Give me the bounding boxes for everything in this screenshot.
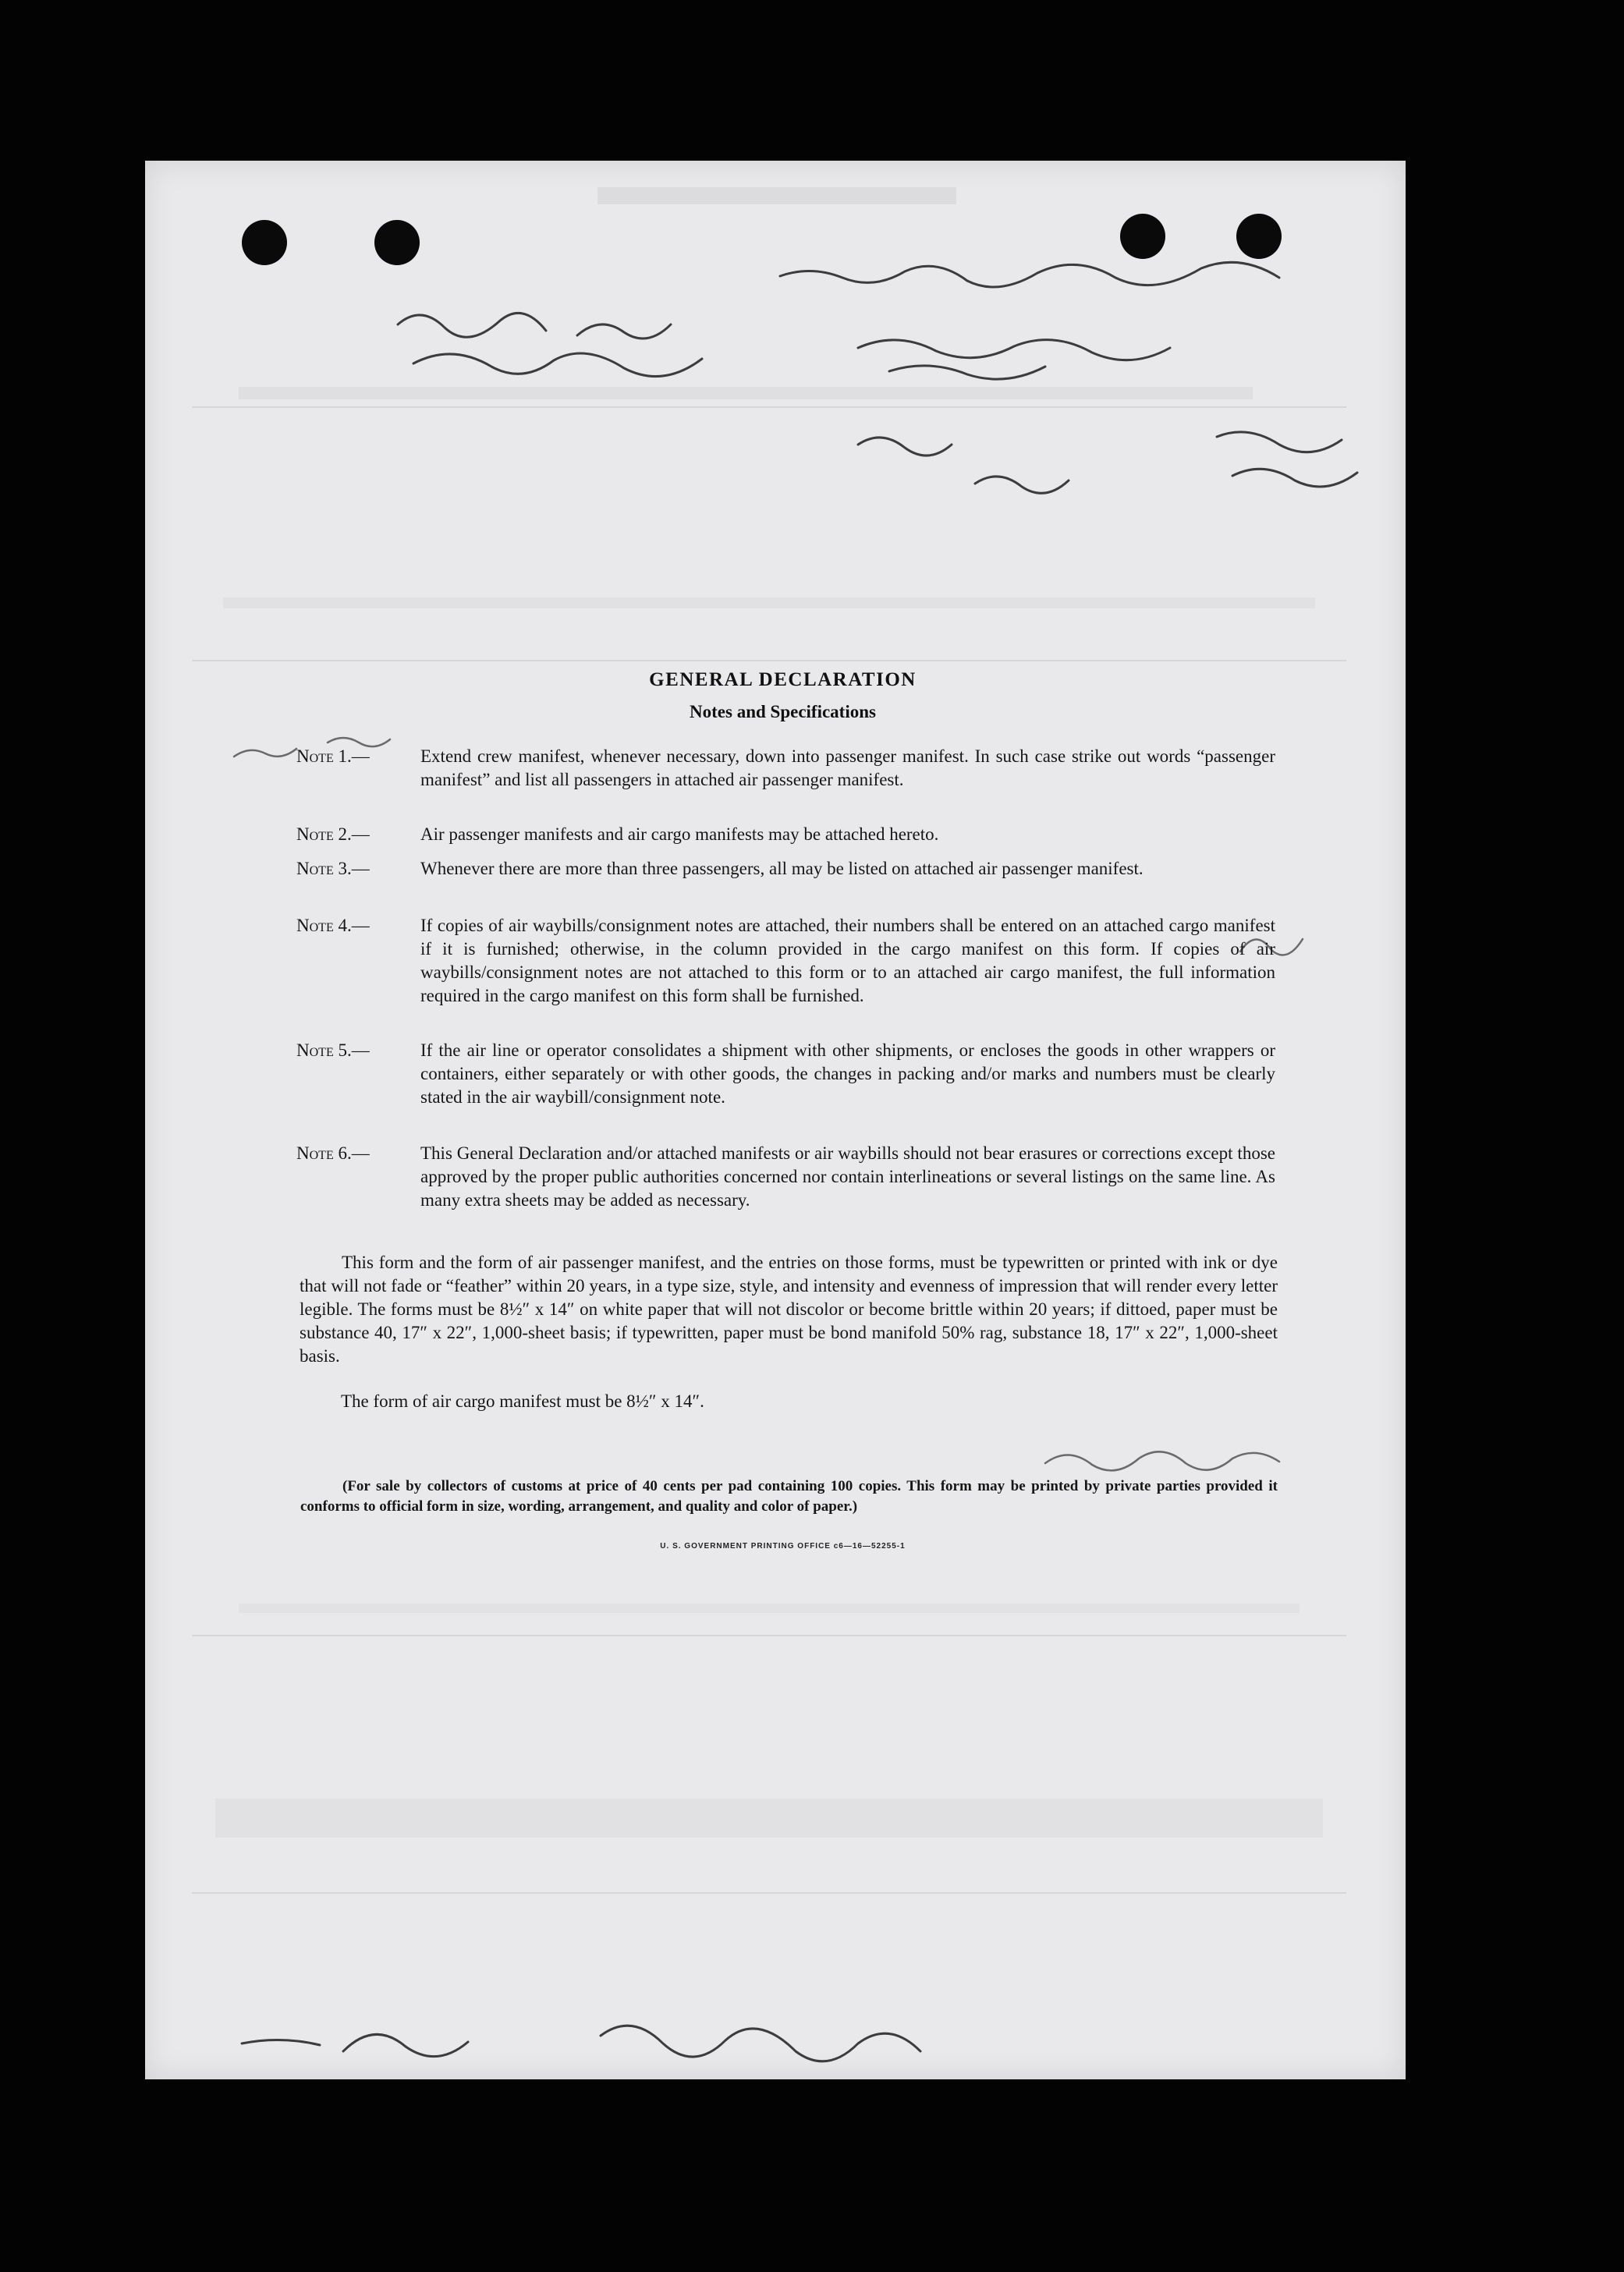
note-text: If the air line or operator consolidates a shipment with other shipments, or encloses the goods in other wrappers or containers, either separately or with other goods, the changes in packing and/or marks and numbers must be clearly stated in the air waybill/consignment note.	[420, 1040, 1275, 1107]
show-through-block	[239, 1604, 1300, 1613]
note-label: Note 6.—	[296, 1143, 370, 1163]
handwriting-signature	[234, 1997, 1014, 2090]
handwriting-mark	[1037, 1435, 1287, 1482]
note-label: Note 2.—	[296, 824, 370, 844]
show-through-header	[597, 187, 956, 204]
cargo-manifest-size-line: The form of air cargo manifest must be 8½″ x 14″.	[341, 1391, 704, 1411]
document-title: GENERAL DECLARATION	[649, 669, 917, 690]
note-text: If copies of air waybills/consignment notes are attached, their numbers shall be entered on an attached cargo manifest if it is furnished; otherwise, in the column provided in the cargo manifest on this form. If copies of air waybills/consignment notes are not attached to this form or to an attached air cargo manifest, the full information required in the cargo manifest on this form shall be furnished.	[420, 916, 1275, 1005]
note-text: Whenever there are more than three passengers, all may be listed on attached air passenger manifest.	[420, 859, 1144, 878]
paper-requirements-paragraph: This form and the form of air passenger manifest, and the entries on those forms, must be typewritten or printed with ink or dye that will not fade or “feather” within 20 years, in a type size, style, and intensity and evenness of impression that will render every letter legible. The forms must be 8½″ x 14″ on white paper that will not discolor or become brittle within 20 years; if dittoed, paper must be substance 40, 17″ x 22″, 1,000-sheet basis; if typewritten, paper must be bond manifold 50% rag, substance 18, 17″ x 22″, 1,000-sheet basis.	[300, 1253, 1278, 1366]
note-text: Air passenger manifests and air cargo manifests may be attached hereto.	[420, 824, 939, 844]
show-through-block	[215, 1799, 1323, 1838]
note-text: This General Declaration and/or attached manifests or air waybills should not bear erasures or corrections except those approved by the proper public authorities concerned nor contain interlineations or several listings on the same line. As many extra sheets may be added as necessary.	[420, 1143, 1275, 1210]
note-1	[296, 745, 1275, 792]
punch-hole-left-1	[242, 220, 287, 265]
note-label: Note 1.—	[296, 746, 370, 766]
show-through-rule	[192, 660, 1346, 661]
note-3	[296, 857, 1275, 881]
note-2	[296, 823, 1275, 846]
note-label: Note 4.—	[296, 916, 370, 935]
handwriting-mark	[842, 421, 1388, 507]
note-label: Note 5.—	[296, 1040, 370, 1060]
show-through-block	[223, 597, 1315, 608]
printer-imprint: U. S. GOVERNMENT PRINTING OFFICE c6—16—52255-1	[660, 1542, 906, 1551]
note-6	[296, 1142, 1275, 1212]
show-through-rule	[192, 1635, 1346, 1636]
note-text: Extend crew manifest, whenever necessary, down into passenger manifest. In such case strike out words “passenger manifest” and list all passengers in attached air passenger manifest.	[420, 746, 1275, 789]
document-subtitle: Notes and Specifications	[690, 702, 876, 721]
show-through-rule	[192, 1892, 1346, 1894]
note-label: Note 3.—	[296, 859, 370, 878]
note-4	[296, 914, 1275, 1008]
note-5	[296, 1039, 1275, 1109]
sale-note: (For sale by collectors of customs at price of 40 cents per pad containing 100 copies. This form may be printed by private parties provided it conforms to official form in size, wording, arrangement, and quality and color of paper.)	[300, 1478, 1278, 1515]
